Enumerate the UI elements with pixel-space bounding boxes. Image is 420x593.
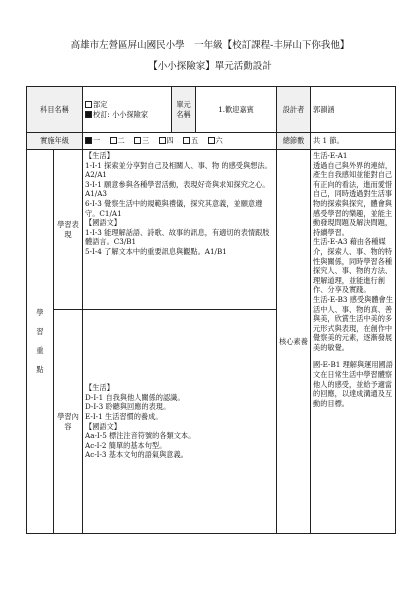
checkbox-empty-icon[interactable] — [159, 137, 166, 144]
grade-option-2[interactable]: 二 — [110, 136, 125, 146]
content-line: 【國語文】 — [85, 421, 121, 431]
performance-line: 1-I-1 探索並分享對自己及相關人、事、物 的感受與想法。A2/A1 — [85, 160, 272, 180]
core-line: 國-E-B1 理解與運用國語文在日常生活中學習體察他人的感受，並給予適當的回應，以達成溝通及互動的目標。 — [313, 360, 393, 408]
document-title: 高雄市左營區屏山國民小學 一年級【校訂課程-丰屏山下你我他】 — [70, 40, 350, 51]
performance-line: 5-I-4 了解文本中的重要訊息與觀點。A1/B1 — [85, 246, 227, 256]
grade-option-6[interactable]: 六 — [208, 136, 223, 146]
checkbox-empty-icon[interactable] — [85, 101, 92, 108]
checkbox-filled-icon[interactable] — [85, 137, 92, 144]
performance-line: 1-I-3 能理解話語、詩歌、故事的訊息，有適切的表情跟肢體語言。C3/B1 — [85, 227, 270, 247]
performance-line: 【國語文】 — [85, 218, 121, 228]
periods-label: 總節數 — [277, 133, 311, 150]
checkbox-filled-icon[interactable] — [85, 111, 92, 118]
performance-line: 【生活】 — [85, 151, 114, 160]
checkbox-empty-icon[interactable] — [183, 137, 190, 144]
performance-label: 學習表現 — [54, 150, 83, 310]
core-label: 核心素養 — [277, 150, 311, 534]
unit-label: 單元名稱 — [172, 87, 196, 133]
periods-value: 共 1 節。 — [311, 133, 396, 150]
row-performance — [27, 150, 396, 310]
unit-name: 1.歡迎嘉賓 — [196, 87, 277, 133]
core-line: 透過自己與外界的連結，產生自我感知並能對自己有正向的看法，進而愛惜自己，同時透過對生活事物的探索與探究，體會與感受學習的樂趣，並能主動發現問題及解決問題，持續學習。 — [313, 160, 393, 237]
content-label: 學習內容 — [54, 310, 83, 534]
checkbox-empty-icon[interactable] — [110, 137, 117, 144]
grade-option-1[interactable]: 一 — [85, 136, 100, 146]
grade-option-3[interactable]: 三 — [134, 136, 149, 146]
core-content — [311, 150, 396, 534]
subject-label: 科目名稱 — [27, 87, 83, 133]
content-line: E-I-1 生活習慣的養成。 — [85, 411, 163, 421]
checkbox-empty-icon[interactable] — [134, 137, 141, 144]
row-subject — [27, 87, 396, 133]
row-grade — [27, 133, 396, 150]
grade-option-4[interactable]: 四 — [159, 136, 174, 146]
grade-option-5[interactable]: 五 — [183, 136, 198, 146]
content-line: Aa-I-5 標注注音符號的各類文本。 — [85, 431, 196, 441]
document-subtitle: 【小小探險家】單元活動設計 — [148, 61, 272, 72]
grade-options — [83, 133, 277, 150]
content-line: Ac-I-3 基本文句的語氣與意義。 — [85, 450, 188, 460]
checkbox-empty-icon[interactable] — [208, 137, 215, 144]
core-line: 生活-E-A1 — [313, 151, 348, 160]
focus-label: 學 習 重 點 — [27, 150, 54, 534]
core-line: 生活-E-B3 感受與體會生活中人、事、物的真、善與美，欣賞生活中美的多元形式與表現，在創作中覺察美的元素，逐漸發展美的敏覺。 — [313, 294, 393, 352]
content-line: D-I-3 聆聽與回應的表現。 — [85, 402, 171, 412]
performance-content — [83, 150, 277, 310]
designer-label: 設計者 — [277, 87, 311, 133]
content-content — [83, 310, 277, 534]
subject-options — [83, 87, 172, 133]
option-dept[interactable]: 部定 — [85, 100, 169, 110]
content-line: Ac-I-2 簡單的基本句型。 — [85, 440, 167, 450]
performance-line: 3-I-1 願意參與各種學習活動，表現好奇與求知探究之心。A1/A3 — [85, 179, 270, 199]
designer-name: 郭韻涵 — [311, 87, 396, 133]
performance-line: 6-I-3 覺察生活中的規範與禮儀，探究其意義，並願意遵守。C1/A1 — [85, 198, 263, 218]
grade-label: 實施年級 — [27, 133, 83, 150]
option-school[interactable]: 校訂: 小小探險家 — [85, 110, 169, 120]
core-line: 生活-E-A3 藉由各種媒介，探索人、事、物的特性與關係，同時學習各種探究人、事、物的方法、理解道理，並能進行創作、分享及實踐。 — [313, 237, 393, 295]
content-line: D-I-1 自我與他人關係的認識。 — [85, 392, 185, 402]
content-line: 【生活】 — [85, 383, 114, 393]
lesson-plan-table — [26, 86, 396, 534]
